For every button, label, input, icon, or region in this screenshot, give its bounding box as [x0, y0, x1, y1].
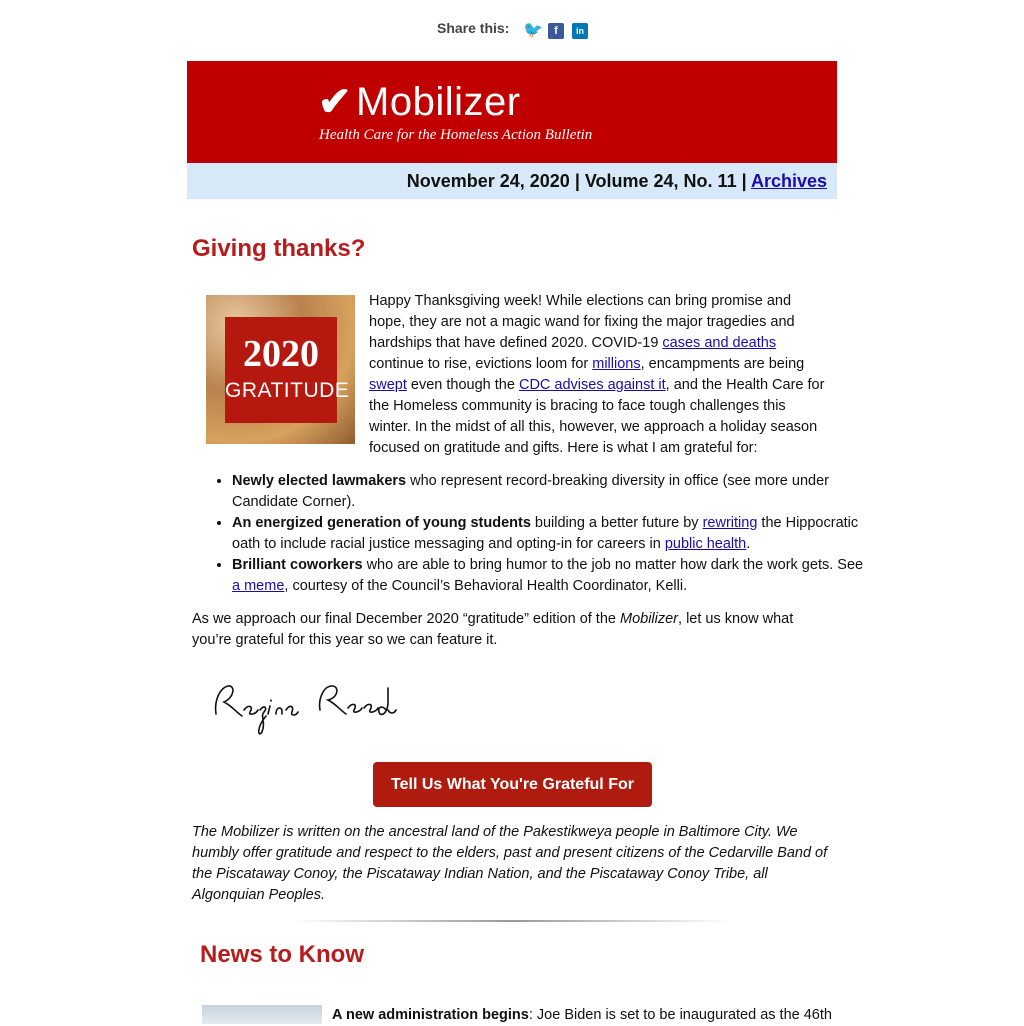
list-item-text: who are able to bring humor to the job no matter how dark the work gets. See	[362, 557, 864, 573]
list-item-text: who represent record-breaking diversity in office (see more under Candidate Corner).	[232, 473, 829, 510]
gratitude-card	[225, 317, 350, 423]
intro-text: , and the Health Care for the Homeless community is bracing to face tough challenges this winter. In the midst of all this, however, we approach a holiday season focused on gratitude and gifts. Here is what I am grateful for:	[369, 377, 825, 456]
list-item	[232, 513, 872, 555]
news-item-bold: A new administration begins	[332, 1007, 529, 1023]
linkedin-icon[interactable]: in	[572, 23, 588, 39]
list-item	[232, 471, 872, 513]
list-item-text: building a better future by	[530, 515, 703, 531]
article-title: Giving thanks?	[192, 235, 366, 262]
cases-deaths-link[interactable]: cases and deaths	[662, 335, 777, 351]
list-item-bold: Newly elected lawmakers	[232, 473, 407, 489]
gratitude-image	[206, 295, 355, 444]
checkmark-icon: ✔	[318, 80, 353, 124]
list-item-text: , courtesy of the Council’s Behavioral Health Coordinator, Kelli.	[284, 578, 688, 594]
facebook-icon[interactable]: f	[548, 23, 564, 39]
news-title: News to Know	[200, 941, 365, 968]
twitter-icon[interactable]: 🐦	[523, 22, 543, 39]
meme-link[interactable]: a meme	[232, 578, 285, 594]
swept-link[interactable]: swept	[369, 377, 407, 393]
brand-logo	[318, 79, 521, 125]
public-health-link[interactable]: public health	[664, 536, 747, 552]
list-item-text: the Hippocratic oath to include racial justice messaging and opting-in for careers in	[232, 515, 859, 552]
header-banner	[187, 61, 837, 163]
section-divider	[292, 920, 732, 922]
image-word: GRATITUDE	[225, 379, 350, 402]
issue-bar	[187, 163, 837, 199]
signature	[210, 670, 410, 740]
closing-paragraph	[192, 609, 832, 651]
intro-text: , encampments are being	[640, 356, 805, 372]
intro-text: Happy Thanksgiving week! While elections can bring promise and hope, they are not a magic wand for fixing the major tragedies and hardships that have defined 2020. COVID-19	[369, 293, 795, 351]
news-item-text: : Joe Biden is set to be inaugurated as the 46th	[528, 1007, 832, 1023]
issue-date-volume: November 24, 2020 | Volume 24, No. 11 |	[406, 171, 751, 191]
list-item-bold: An energized generation of young students	[232, 515, 531, 531]
news-item	[332, 1005, 832, 1026]
closing-emphasis: Mobilizer	[620, 611, 679, 627]
share-label: Share this:	[437, 20, 510, 36]
cdc-link[interactable]: CDC advises against it	[518, 377, 666, 393]
closing-text: As we approach our final December 2020 “gratitude” edition of the	[192, 611, 620, 627]
brand-name: Mobilizer	[356, 80, 521, 124]
rewriting-link[interactable]: rewriting	[702, 515, 758, 531]
intro-text: continue to rise, evictions loom for	[369, 356, 593, 372]
image-year: 2020	[243, 333, 319, 375]
closing-text: , let us know what you’re grateful for this year so we can feature it.	[192, 611, 794, 648]
news-image	[202, 1005, 322, 1024]
land-acknowledgement: The Mobilizer is written on the ancestral land of the Pakestikweya people in Baltimore City. We humbly offer gratitude and respect to the elders, past and present citizens of the Cedarville Band of the Piscataway Conoy, the Piscataway Indian Nation, and the Piscataway Conoy Tribe, all Algonquian Peoples.	[192, 824, 828, 903]
millions-link[interactable]: millions	[592, 356, 641, 372]
tagline: Health Care for the Homeless Action Bulletin	[319, 127, 593, 143]
intro-text: even though the	[406, 377, 519, 393]
gratitude-list	[192, 471, 872, 597]
archives-link[interactable]: Archives	[750, 171, 827, 191]
list-item-text: .	[746, 536, 751, 552]
list-item-bold: Brilliant coworkers	[232, 557, 363, 573]
share-bar	[0, 18, 1024, 42]
issue-info	[407, 171, 827, 192]
intro-paragraph	[369, 291, 831, 459]
list-item	[232, 555, 872, 597]
grateful-cta-button[interactable]: Tell Us What You're Grateful For	[373, 762, 652, 807]
